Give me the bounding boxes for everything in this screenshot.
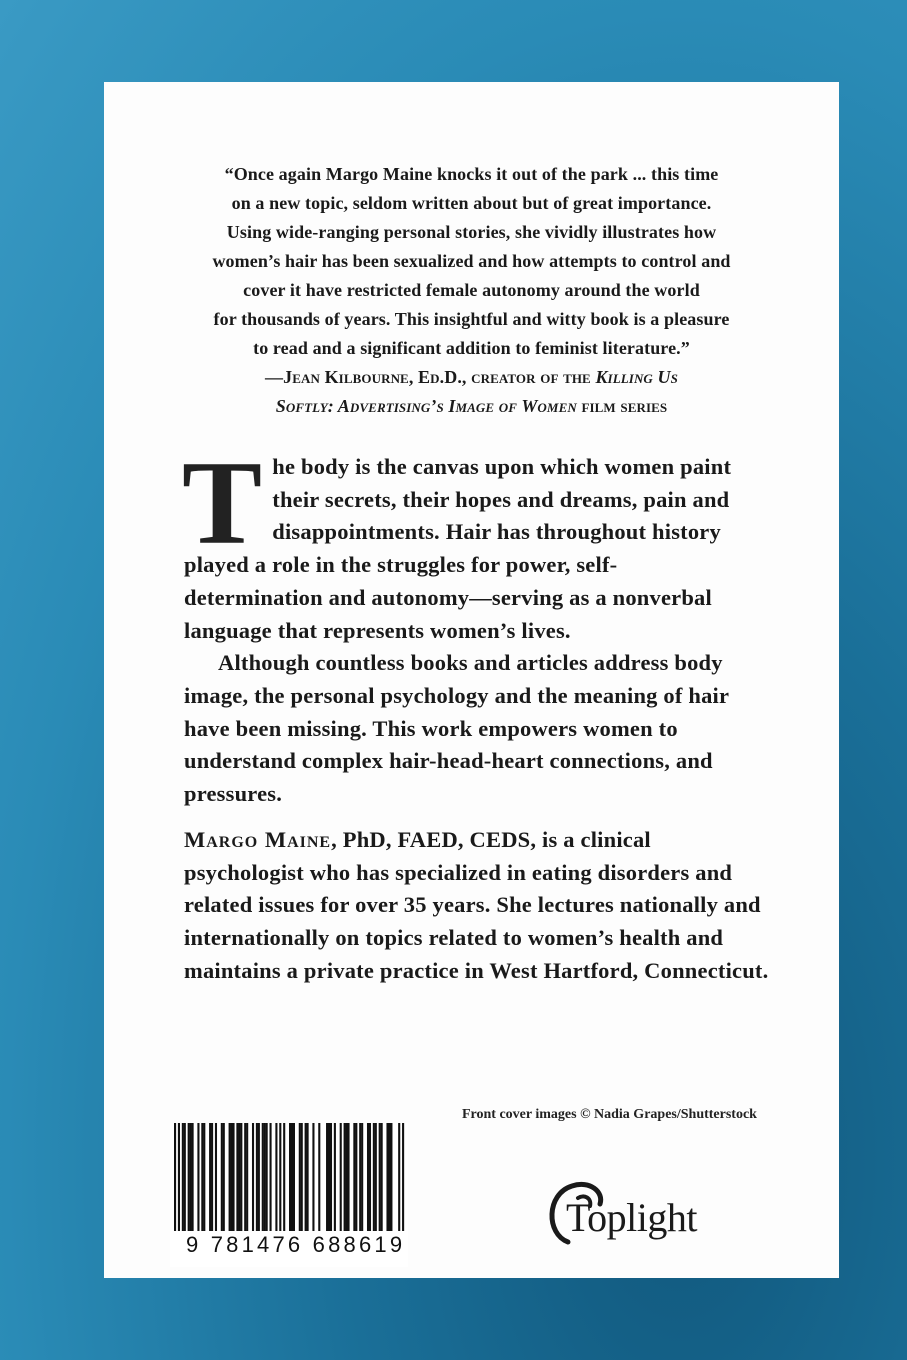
barcode-bar bbox=[402, 1123, 404, 1231]
attribution-prefix: —Jean Kilbourne, Ed.D., creator of the bbox=[265, 367, 596, 387]
barcode-bar bbox=[318, 1123, 320, 1231]
barcode-bar bbox=[326, 1123, 328, 1231]
barcode-bar bbox=[373, 1123, 375, 1231]
endorsement-blurb bbox=[150, 160, 793, 421]
barcode-bar bbox=[369, 1123, 371, 1231]
author-name: Margo Maine bbox=[184, 827, 332, 852]
barcode-bar bbox=[398, 1123, 400, 1231]
barcode-bar bbox=[174, 1123, 176, 1231]
barcode-bar bbox=[201, 1123, 203, 1231]
author-bio bbox=[184, 824, 774, 988]
description-paragraph-1 bbox=[182, 436, 754, 647]
barcode-bar bbox=[178, 1123, 180, 1231]
barcode-bar bbox=[223, 1123, 225, 1231]
barcode-bar bbox=[229, 1123, 231, 1231]
barcode-bar bbox=[252, 1123, 254, 1231]
blurb-line: Using wide-ranging personal stories, she vividly illustrates how bbox=[226, 222, 717, 242]
barcode-bar bbox=[236, 1123, 238, 1231]
barcode-bar bbox=[367, 1123, 369, 1231]
barcode-bar bbox=[301, 1123, 303, 1231]
barcode-bar bbox=[355, 1123, 357, 1231]
barcode-bar bbox=[390, 1123, 392, 1231]
blurb-line: “Once again Margo Maine knocks it out of the park ... this time bbox=[224, 164, 719, 184]
barcode-bar bbox=[244, 1123, 246, 1231]
barcode-bar bbox=[379, 1123, 381, 1231]
barcode-bar bbox=[275, 1123, 277, 1231]
barcode-bar bbox=[221, 1123, 223, 1231]
barcode-bar bbox=[270, 1123, 272, 1231]
description-text-1: he body is the canvas upon which women paint their secrets, their hopes and dreams, pain and disappointments. Hair has throughout history played a role in the struggles for power, self-determination and autonomy—serving as a nonverbal language that represents women’s lives. bbox=[184, 454, 732, 643]
barcode-bar bbox=[386, 1123, 388, 1231]
cover-image-credit: Front cover images © Nadia Grapes/Shutterstock bbox=[462, 1107, 757, 1122]
barcode-bar bbox=[188, 1123, 190, 1231]
blurb-line: to read and a significant addition to feminist literature.” bbox=[253, 338, 690, 358]
barcode-bar bbox=[375, 1123, 377, 1231]
attribution-title-part-2: Softly: Advertising’s Image of Women bbox=[275, 396, 577, 416]
publisher-name: Toplight bbox=[566, 1195, 697, 1240]
barcode-bar bbox=[346, 1123, 348, 1231]
attribution-suffix: film series bbox=[576, 396, 668, 416]
book-description bbox=[182, 436, 754, 811]
barcode-bar bbox=[190, 1123, 192, 1231]
barcode-bar bbox=[334, 1123, 336, 1231]
barcode-bar bbox=[361, 1123, 363, 1231]
barcode-bar bbox=[293, 1123, 295, 1231]
blurb-attribution bbox=[150, 363, 793, 421]
barcode-bar bbox=[258, 1123, 260, 1231]
barcode-bar bbox=[347, 1123, 349, 1231]
barcode-bar bbox=[344, 1123, 346, 1231]
barcode-bar bbox=[182, 1123, 184, 1231]
barcode-bar bbox=[328, 1123, 330, 1231]
barcode-bar bbox=[289, 1123, 291, 1231]
barcode-bar bbox=[203, 1123, 205, 1231]
blurb-line: for thousands of years. This insightful and witty book is a pleasure bbox=[213, 309, 730, 329]
barcode-bar bbox=[209, 1123, 211, 1231]
barcode-bar bbox=[240, 1123, 242, 1231]
blurb-line: women’s hair has been sexualized and how attempts to control and bbox=[212, 251, 731, 271]
blurb-line: cover it have restricted female autonomy around the world bbox=[243, 280, 700, 300]
isbn-number: 9 781476 688619 bbox=[186, 1232, 406, 1257]
barcode-bar bbox=[231, 1123, 233, 1231]
barcode-bar bbox=[215, 1123, 217, 1231]
barcode-bar bbox=[299, 1123, 301, 1231]
barcode-bar bbox=[330, 1123, 332, 1231]
author-bio-text: , PhD, FAED, CEDS, is a clinical psychologist who has specialized in eating disorders and related issues for over 35 years. She lectures nationally and internationally on topics related to women’s health and maintains a private practice in West Hartford, Connecticut. bbox=[184, 827, 769, 983]
description-paragraph-2: Although countless books and articles address body image, the personal psychology and the meaning of hair have been missing. This work empowers women to understand complex hair-head-heart connections, and pressures. bbox=[184, 650, 729, 807]
barcode-bar bbox=[388, 1123, 390, 1231]
back-cover-panel bbox=[104, 82, 839, 1278]
barcode-bar bbox=[266, 1123, 268, 1231]
barcode-bar bbox=[246, 1123, 248, 1231]
barcode-bar bbox=[279, 1123, 281, 1231]
barcode-bars bbox=[170, 1123, 408, 1231]
blurb-line: on a new topic, seldom written about but of great importance. bbox=[231, 193, 712, 213]
barcode-bar bbox=[238, 1123, 240, 1231]
barcode-bar bbox=[184, 1123, 186, 1231]
barcode-bar bbox=[305, 1123, 307, 1231]
barcode-bar bbox=[312, 1123, 314, 1231]
attribution-title-part-1: Killing Us bbox=[595, 367, 678, 387]
barcode-bar bbox=[232, 1123, 234, 1231]
barcode-bar bbox=[211, 1123, 213, 1231]
barcode-bar bbox=[283, 1123, 285, 1231]
barcode-bar bbox=[353, 1123, 355, 1231]
barcode-bar bbox=[340, 1123, 342, 1231]
drop-cap: T bbox=[182, 436, 263, 569]
barcode-bar bbox=[264, 1123, 266, 1231]
barcode-bar bbox=[381, 1123, 383, 1231]
barcode-bar bbox=[197, 1123, 199, 1231]
barcode-bar bbox=[359, 1123, 361, 1231]
barcode-bar bbox=[307, 1123, 309, 1231]
barcode-bar bbox=[262, 1123, 264, 1231]
barcode-bar bbox=[291, 1123, 293, 1231]
barcode-bar bbox=[192, 1123, 194, 1231]
barcode-bar bbox=[256, 1123, 258, 1231]
